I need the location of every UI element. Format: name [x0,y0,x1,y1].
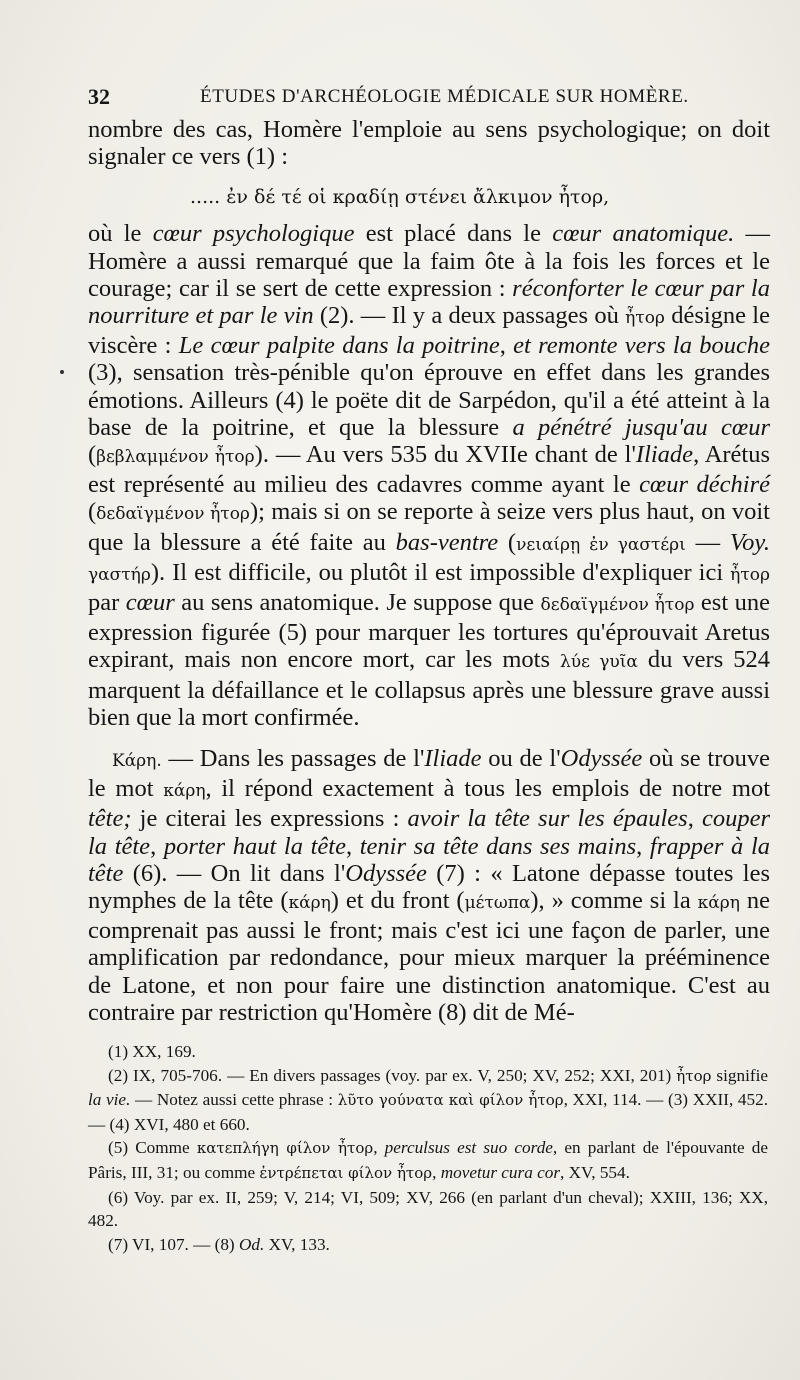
greek-word: ἦτορ [676,1066,712,1085]
text: , Arétus est représenté au milieu des cadavres comme ayant le [88,441,771,499]
italic-text: réconforter le cœur par la nourriture et par le vin [88,274,770,330]
italic-text: tenir sa tête dans ses mains [359,832,637,860]
greek-word: κάρη [163,781,206,802]
text: je citerai les expressions : [131,805,408,833]
text: (2) IX, 705-706. — En divers passages (voy. par ex. V, 250; XV, 252; XXI, 201) [108,1065,677,1085]
text: est placé dans le [354,220,553,248]
text: au sens anatomique. Je suppose que [174,589,541,617]
italic-text: movetur cura cor [440,1162,561,1182]
greek-word: λύε γυῖα [560,652,638,673]
text: où se trouve le mot [88,745,770,803]
text: du vers 524 marquent la défaillance et le collapsus après une blessure grave aussi bien que la mort confirmée. [88,646,770,731]
text: — [685,528,730,556]
footnote-5 [88,1136,768,1185]
italic-text: perculsus est suo corde [384,1138,553,1158]
italic-text: a pénétré jusqu'au cœur [512,413,771,441]
text: , XV, 554. [560,1162,630,1182]
text: (7) VI, 107. — (8) [108,1234,239,1254]
italic-text: bas-ventre [395,528,499,556]
text: , [150,832,164,860]
text: , en parlant de l'épouvante de Pâris, III, 31; ou comme [88,1138,769,1182]
italic-text: cœur anatomique. [552,220,735,248]
text: (3), sensation très-pénible qu'on éprouve en effet dans les grandes émotions. Ailleurs (4) le poëte dit de Sarpédon, qu'il a été atteint à la base de la poitrine, et que la blessure [88,359,770,441]
text: — Dans les passages de l' [161,745,425,773]
text: ), » comme si la [530,887,698,915]
greek-word: δεδαϊγμένον ἦτορ [96,504,250,525]
text: ne comprenait pas aussi le front; mais c'est ici une façon de parler, une amplification par redondance, pour mieux marquer la prééminence de Latone, et non pour faire une distinction anatomique. C'est au contraire par restriction qu'Homère (8) dit de Mé- [88,887,770,1026]
footnote-2-3-4 [88,1064,768,1137]
italic-text: et remonte vers la bouche [513,332,770,360]
italic-text: tête; [88,805,132,833]
greek-word: λῦτο γούνατα καὶ φίλον ἦτορ [337,1091,564,1110]
italic-text: frapper à la tête [88,832,770,887]
italic-text: la vie. [88,1090,131,1110]
greek-word: κατεπλήγη φίλον ἦτορ [196,1139,374,1158]
text: ( [88,498,97,526]
text: (6). — On lit dans l' [123,859,346,887]
text: (2). — Il y a deux passages où [313,302,626,330]
text: , [636,832,650,860]
page-header [88,84,768,116]
text: est une expression figurée (5) pour marquer les tortures qu'éprouvait Aretus expirant, mais non encore mort, car les mots [88,589,770,674]
greek-word: ἦτορ [625,308,665,329]
text: par [88,589,126,617]
text: ). — Au vers 535 du XVIIe chant de l' [254,441,636,469]
italic-text: Voy. [729,528,770,556]
greek-word: βεβλαμμένον ἦτορ [96,447,255,468]
text: , [345,832,360,860]
greek-word: ἦτορ [730,564,770,585]
text: , il répond exactement à tous les emplois de notre mot [205,775,771,803]
text: signifie [711,1065,768,1085]
greek-word: νειαίρῃ ἐν γαστέρι [516,534,686,555]
greek-word: κάρη [288,893,331,914]
greek-word: δεδαϊγμένον ἦτορ [540,595,695,616]
text: nombre des cas, Homère l'emploie au sens psychologique; on doit signaler ce vers (1) : [88,116,770,171]
text: , XXI, 114. — (3) XXII, 452. — (4) XVI, 480 et 660. [88,1090,769,1134]
italic-text: Iliade [424,745,482,773]
italic-text: avoir la tête sur les épaules [407,805,688,833]
text: , [432,1162,441,1182]
greek-word: κάρη [697,893,740,914]
text: , [373,1138,385,1158]
running-title: ÉTUDES D'ARCHÉOLOGIE MÉDICALE SUR HOMÈRE. [200,86,689,107]
text: ); mais si on se reporte à seize vers plus haut, on voit que la blessure a été faite au [88,498,770,556]
greek-word: Κάρη. [112,751,162,772]
greek-verse: ..... ἐν δέ τέ οἱ κραδίῃ στένει ἄλκιμον ἦτορ, [190,186,610,209]
greek-word: μέτωπα [464,893,531,914]
main-text [88,116,770,1026]
ink-speck [60,370,64,374]
greek-word: ἐντρέπεται φίλον ἦτορ [259,1163,433,1182]
italic-text: Le cœur palpite dans la poitrine [178,332,500,360]
italic-text: Odyssée [345,859,427,887]
italic-text: cœur psychologique [152,220,355,248]
page-number: 32 [88,84,110,109]
paragraph-3 [88,745,770,1026]
greek-word: γαστήρ [88,564,151,585]
footnote-6: (6) Voy. par ex. II, 259; V, 214; VI, 509; XV, 266 (en parlant d'un cheval); XXIII, 136; XX, 482. [88,1187,768,1231]
text: ) et du front ( [330,887,465,915]
italic-text: Odyssée [560,745,643,773]
text: XV, 133. [264,1234,330,1254]
italic-text: cœur [125,589,175,617]
italic-text: Iliade [635,441,694,469]
text: désigne le viscère : [88,302,770,360]
italic-text: cœur déchiré [639,471,771,499]
text: ( [88,441,97,469]
text: — Notez aussi cette phrase : [130,1090,338,1110]
footnote-1: (1) XX, 169. [108,1042,196,1061]
text: où le [88,220,153,248]
text: ). Il est difficile, ou plutôt il est impossible d'expliquer ici [150,558,731,586]
text: (7) : « Latone dépasse toutes les nymphes de la tête ( [88,859,771,915]
italic-text: couper la tête [88,805,770,860]
paragraph-1 [88,116,770,170]
text: — Homère a aussi remarqué que la faim ôte à la fois les forces et le courage; car il se sert de cette expression : [88,220,771,302]
footnote-7-8 [88,1233,768,1257]
text: , [499,332,514,360]
italic-text: Od. [238,1234,265,1254]
italic-text: porter haut la tête [163,832,346,860]
footnotes [88,1040,768,1256]
text: (5) Comme [108,1138,197,1158]
text: , [687,805,702,833]
paragraph-2 [88,220,770,731]
text: ( [498,528,517,556]
text: ou de l' [481,745,561,773]
